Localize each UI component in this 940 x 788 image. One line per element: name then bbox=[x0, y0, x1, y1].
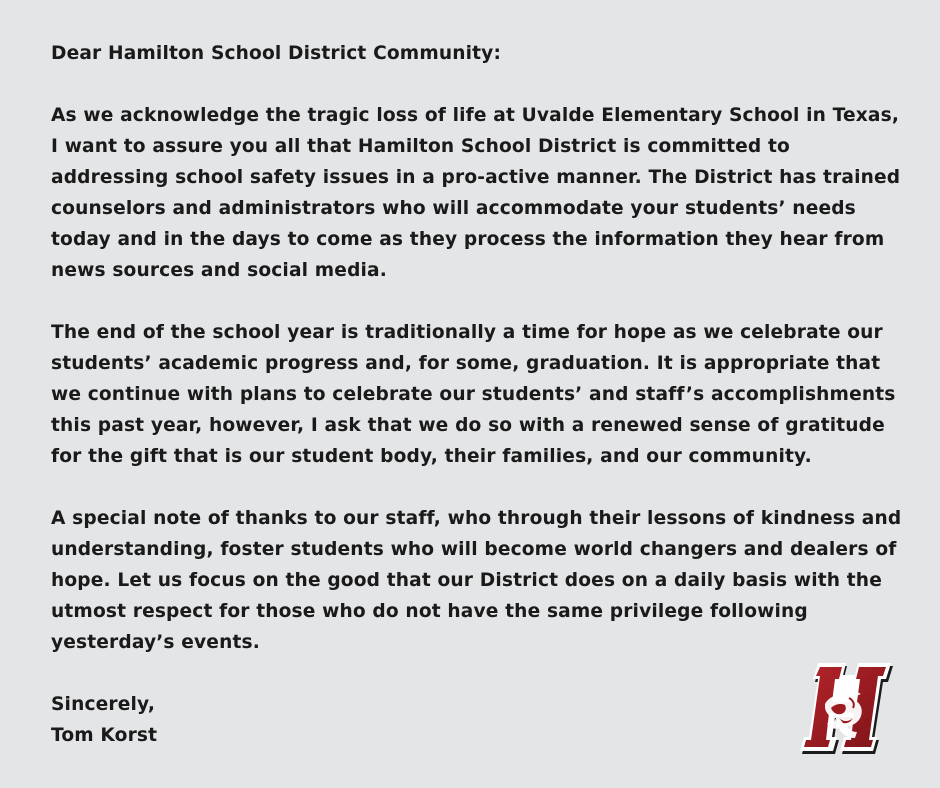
paragraph-1 bbox=[51, 100, 911, 286]
paragraph-line: addressing school safety issues in a pro-active manner. The District has trained bbox=[51, 167, 901, 188]
closing-block bbox=[51, 689, 911, 751]
paragraph-line: understanding, foster students who will become world changers and dealers of bbox=[51, 539, 897, 560]
signature-name: Tom Korst bbox=[51, 725, 158, 746]
paragraph-line: this past year, however, I ask that we do so with a renewed sense of gratitude bbox=[51, 415, 885, 436]
paragraph-3 bbox=[51, 503, 911, 658]
closing-text: Sincerely, bbox=[51, 694, 156, 715]
paragraph-line: yesterday’s events. bbox=[51, 632, 260, 653]
paragraph-line: As we acknowledge the tragic loss of life at Uvalde Elementary School in Texas, bbox=[51, 105, 900, 126]
salutation-text: Dear Hamilton School District Community: bbox=[51, 43, 502, 64]
paragraph-line: hope. Let us focus on the good that our District does on a daily basis with the bbox=[51, 570, 882, 591]
paragraph-line: news sources and social media. bbox=[51, 260, 387, 281]
paragraph-line: utmost respect for those who do not have the same privilege following bbox=[51, 601, 808, 622]
paragraph-line: students’ academic progress and, for some, graduation. It is appropriate that bbox=[51, 353, 881, 374]
paragraph-line: counselors and administrators who will accommodate your students’ needs bbox=[51, 198, 856, 219]
paragraph-line: for the gift that is our student body, their families, and our community. bbox=[51, 446, 812, 467]
paragraph-line: A special note of thanks to our staff, who through their lessons of kindness and bbox=[51, 508, 902, 529]
paragraph-2 bbox=[51, 317, 911, 472]
paragraph-line: we continue with plans to celebrate our students’ and staff’s accomplishments bbox=[51, 384, 896, 405]
hamilton-h-logo-icon bbox=[795, 660, 895, 754]
paragraph-line: I want to assure you all that Hamilton School District is committed to bbox=[51, 136, 790, 157]
paragraph-line: today and in the days to come as they process the information they hear from bbox=[51, 229, 885, 250]
letter-body bbox=[51, 38, 911, 782]
paragraph-line: The end of the school year is traditionally a time for hope as we celebrate our bbox=[51, 322, 883, 343]
salutation bbox=[51, 38, 911, 69]
